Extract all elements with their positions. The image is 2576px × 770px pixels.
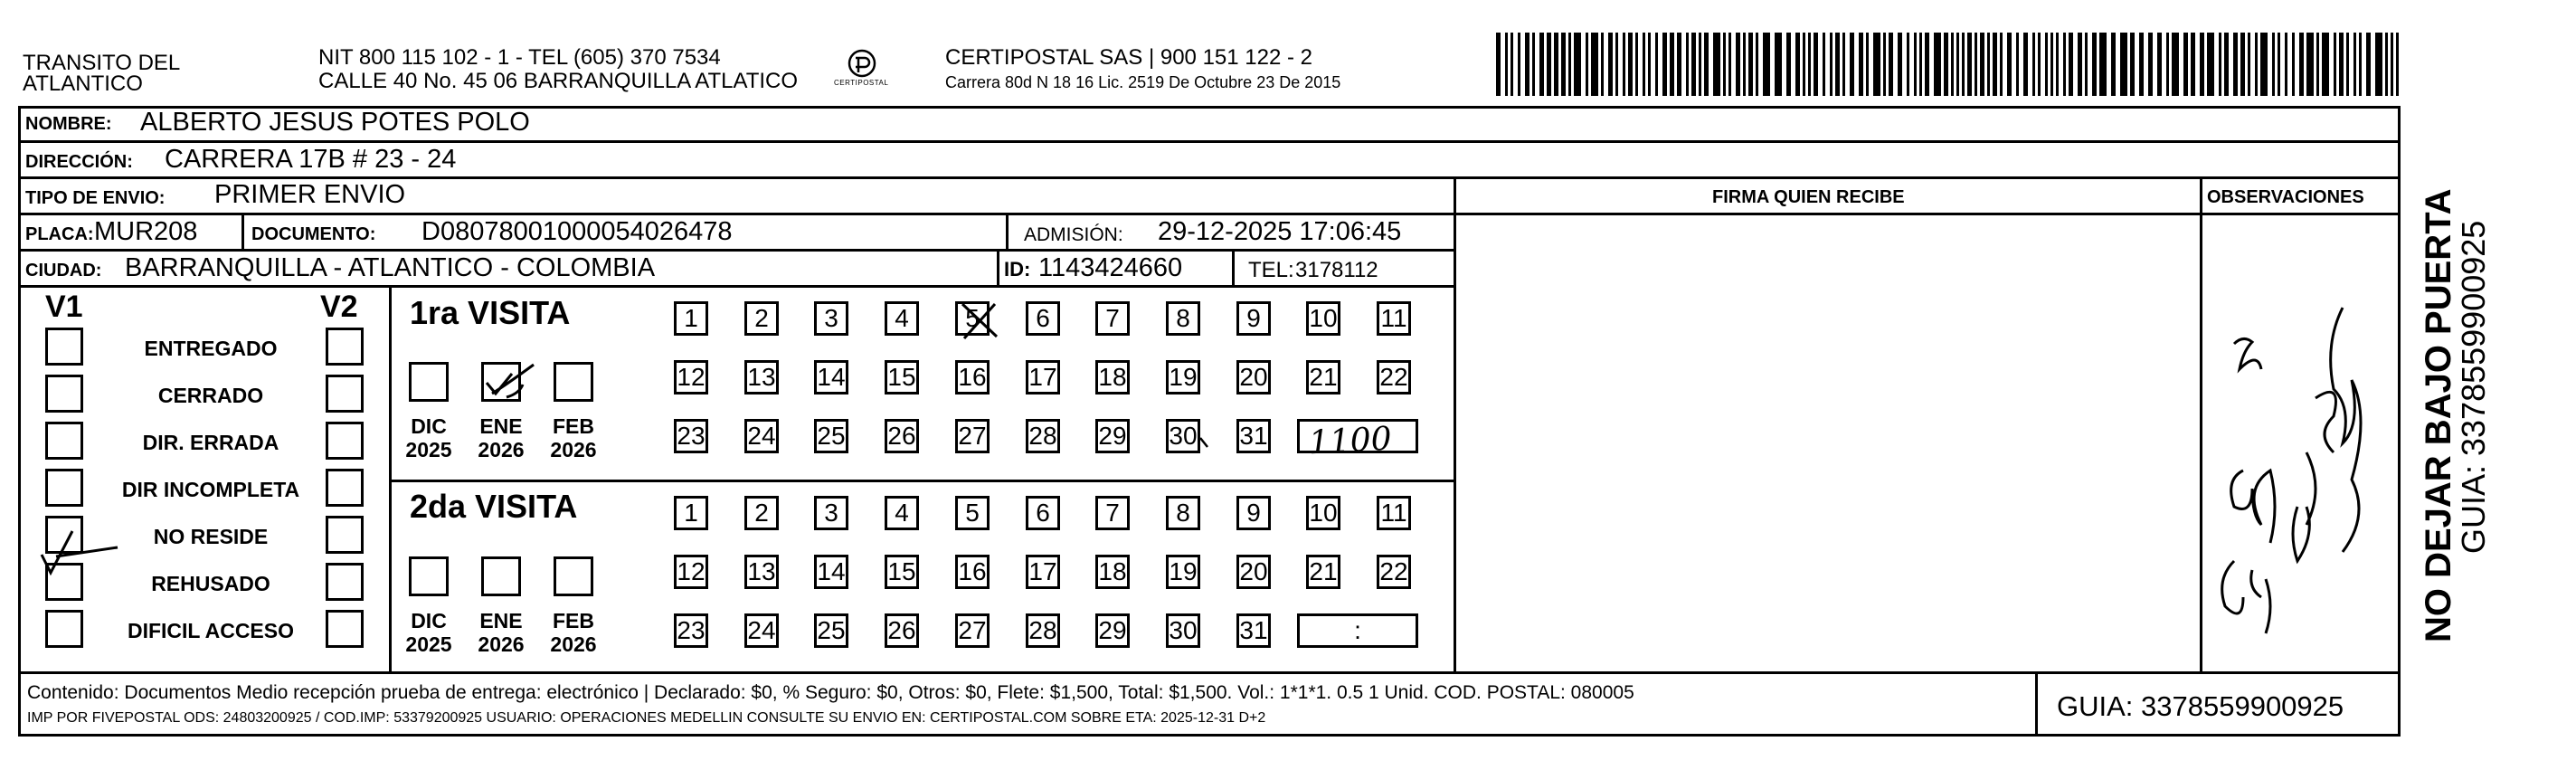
barcode-bar bbox=[2200, 33, 2204, 96]
day-box[interactable]: 9 bbox=[1236, 301, 1271, 336]
barcode-bar bbox=[2032, 33, 2035, 96]
day-box[interactable]: 15 bbox=[885, 555, 919, 589]
barcode-bar bbox=[2063, 33, 2066, 96]
barcode-bar bbox=[2260, 33, 2268, 96]
ciudad-value: BARRANQUILLA - ATLANTICO - COLOMBIA bbox=[125, 253, 656, 282]
barcode-bar bbox=[2207, 33, 2214, 96]
month-label: DIC 2025 bbox=[405, 609, 452, 657]
rule bbox=[2035, 671, 2038, 737]
day-box[interactable]: 26 bbox=[885, 419, 919, 453]
day-box[interactable]: 4 bbox=[885, 301, 919, 336]
day-box[interactable]: 1 bbox=[674, 496, 708, 530]
barcode-bar bbox=[1898, 33, 1902, 96]
month-label: ENE 2026 bbox=[478, 609, 525, 657]
rule bbox=[2398, 106, 2401, 214]
barcode-bar bbox=[1525, 33, 1530, 96]
barcode-bar bbox=[1691, 33, 1696, 96]
day-box[interactable]: 18 bbox=[1095, 360, 1130, 395]
barcode-bar bbox=[1756, 33, 1758, 96]
rule bbox=[18, 671, 2401, 674]
barcode-bar bbox=[1823, 33, 1825, 96]
barcode-bar bbox=[2278, 33, 2280, 96]
barcode-bar bbox=[2166, 33, 2169, 96]
barcode-bar bbox=[1662, 33, 1667, 96]
barcode-bar bbox=[2120, 33, 2127, 96]
barcode-bar bbox=[1993, 33, 1997, 96]
barcode-bar bbox=[1686, 33, 1689, 96]
barcode-bar bbox=[1925, 33, 1929, 96]
v2-checkbox[interactable] bbox=[326, 422, 364, 460]
month-checkbox[interactable] bbox=[554, 556, 593, 596]
tel-label: TEL: bbox=[1248, 258, 1294, 282]
rule bbox=[18, 249, 1456, 252]
barcode-bar bbox=[1670, 33, 1674, 96]
day-box[interactable]: 12 bbox=[674, 555, 708, 589]
admision-label: ADMISIÓN: bbox=[1024, 224, 1123, 245]
day-box[interactable]: 27 bbox=[955, 613, 990, 648]
barcode-bar bbox=[1532, 33, 1535, 96]
month-checkbox[interactable] bbox=[409, 362, 449, 402]
barcode-bar bbox=[2285, 33, 2287, 96]
issuer-name-line2: ATLANTICO bbox=[23, 71, 143, 96]
rule bbox=[18, 140, 2401, 143]
barcode-bar bbox=[2191, 33, 2195, 96]
barcode-bar bbox=[1980, 33, 1984, 96]
barcode-bar bbox=[1723, 33, 1726, 96]
barcode-bar bbox=[1889, 33, 1893, 96]
barcode-bar bbox=[1586, 33, 1588, 96]
barcode-bar bbox=[2023, 33, 2028, 96]
barcode-bar bbox=[1539, 33, 1544, 96]
day-box[interactable]: 27 bbox=[955, 419, 990, 453]
barcode-bar bbox=[1704, 33, 1709, 96]
barcode-bar bbox=[2272, 33, 2275, 96]
rule bbox=[389, 285, 392, 673]
barcode-bar bbox=[2322, 33, 2329, 96]
status-label: ENTREGADO bbox=[144, 337, 278, 360]
barcode-bar bbox=[1975, 33, 1977, 96]
day-box[interactable]: 28 bbox=[1026, 419, 1060, 453]
barcode-bar bbox=[1786, 33, 1791, 96]
visita2-title: 2da VISITA bbox=[410, 488, 578, 525]
barcode-bar bbox=[2092, 33, 2097, 96]
barcode-bar bbox=[2000, 33, 2003, 96]
month-label: DIC 2025 bbox=[405, 414, 452, 462]
day-box[interactable]: 13 bbox=[744, 555, 779, 589]
barcode-bar bbox=[2375, 33, 2382, 96]
rule bbox=[1454, 176, 1456, 673]
barcode-bar bbox=[1635, 33, 1638, 96]
barcode-bar bbox=[2240, 33, 2245, 96]
id-label: ID: bbox=[1004, 258, 1031, 280]
status-label: CERRADO bbox=[157, 384, 264, 407]
barcode-bar bbox=[2391, 33, 2393, 96]
tel-value: 3178112 bbox=[1295, 258, 1378, 282]
day-box[interactable]: 5 bbox=[955, 496, 990, 530]
barcode-bar bbox=[1951, 33, 1954, 96]
barcode-bar bbox=[1736, 33, 1740, 96]
courier-name: CERTIPOSTAL SAS | 900 151 122 - 2 bbox=[945, 45, 1312, 70]
documento-value: D08078001000054026478 bbox=[421, 217, 733, 246]
barcode-bar bbox=[2334, 33, 2336, 96]
issuer-nit-phone: NIT 800 115 102 - 1 - TEL (605) 370 7534 bbox=[318, 45, 721, 70]
barcode-bar bbox=[1907, 33, 1909, 96]
direccion-value: CARRERA 17B # 23 - 24 bbox=[165, 145, 457, 174]
time-box[interactable]: : bbox=[1297, 613, 1418, 648]
barcode-bar bbox=[2299, 33, 2304, 96]
barcode-bar bbox=[2396, 33, 2399, 96]
barcode-bar bbox=[2316, 33, 2319, 96]
barcode-bar bbox=[2085, 33, 2088, 96]
barcode-bar bbox=[2016, 33, 2019, 96]
day-box[interactable]: 20 bbox=[1236, 555, 1271, 589]
side-guia-text: GUIA: 3378559900925 bbox=[2455, 220, 2492, 554]
barcode-bar bbox=[1496, 33, 1501, 96]
barcode-bar bbox=[2099, 33, 2107, 96]
status-label: DIFICIL ACCESO bbox=[127, 619, 294, 642]
placa-label: PLACA: bbox=[25, 224, 94, 244]
day-box[interactable]: 10 bbox=[1306, 301, 1340, 336]
v1-checkbox[interactable] bbox=[45, 328, 83, 366]
barcode-bar bbox=[1608, 33, 1613, 96]
v2-checkbox[interactable] bbox=[326, 610, 364, 648]
day-box[interactable]: 8 bbox=[1166, 496, 1200, 530]
day-box[interactable]: 29 bbox=[1095, 419, 1130, 453]
ene-checkmark bbox=[479, 357, 543, 412]
day-box[interactable]: 18 bbox=[1095, 555, 1130, 589]
day-box[interactable]: 6 bbox=[1026, 301, 1060, 336]
barcode-bar bbox=[1643, 33, 1645, 96]
id-value: 1143424660 bbox=[1038, 253, 1183, 282]
barcode-bar bbox=[1842, 33, 1845, 96]
barcode-bar bbox=[1568, 33, 1571, 96]
barcode-bar bbox=[1561, 33, 1566, 96]
barcode-bar bbox=[2339, 33, 2344, 96]
barcode-bar bbox=[1591, 33, 1598, 96]
v1-checkbox[interactable] bbox=[45, 469, 83, 507]
barcode-bar bbox=[1763, 33, 1770, 96]
status-label: DIR. ERRADA bbox=[142, 431, 279, 454]
day-box[interactable]: 5 bbox=[955, 301, 990, 336]
month-checkbox[interactable] bbox=[554, 362, 593, 402]
barcode-bar bbox=[2172, 33, 2179, 96]
v1-checkbox[interactable] bbox=[45, 610, 83, 648]
barcode-bar bbox=[2045, 33, 2048, 96]
barcode-bar bbox=[2069, 33, 2073, 96]
day-box[interactable]: 2 bbox=[744, 496, 779, 530]
barcode-bar bbox=[1914, 33, 1917, 96]
day30-tick bbox=[1198, 434, 1217, 452]
barcode-bar bbox=[2248, 33, 2250, 96]
issuer-name-line1: TRANSITO DEL bbox=[23, 51, 181, 75]
barcode-bar bbox=[1601, 33, 1604, 96]
barcode-bar bbox=[1850, 33, 1854, 96]
barcode-bar bbox=[2111, 33, 2116, 96]
day-box[interactable]: 23 bbox=[674, 419, 708, 453]
barcode-bar bbox=[1648, 33, 1651, 96]
rule bbox=[1006, 214, 1009, 251]
day-box[interactable]: 16 bbox=[955, 555, 990, 589]
barcode-bar bbox=[2233, 33, 2238, 96]
barcode-bar bbox=[1574, 33, 1581, 96]
barcode-bar bbox=[2346, 33, 2349, 96]
nombre-value: ALBERTO JESUS POTES POLO bbox=[140, 108, 530, 137]
day-box[interactable]: 28 bbox=[1026, 613, 1060, 648]
day-box[interactable]: 19 bbox=[1166, 360, 1200, 395]
day-box[interactable]: 3 bbox=[814, 496, 848, 530]
day-box[interactable]: 24 bbox=[744, 419, 779, 453]
day-box[interactable]: 23 bbox=[674, 613, 708, 648]
day-box[interactable]: 26 bbox=[885, 613, 919, 648]
nombre-label: NOMBRE: bbox=[25, 114, 112, 134]
barcode-bar bbox=[2139, 33, 2144, 96]
status-label: DIR INCOMPLETA bbox=[121, 478, 300, 501]
rule bbox=[18, 285, 1456, 288]
barcode-bar bbox=[2078, 33, 2082, 96]
status-label: NO RESIDE bbox=[153, 525, 269, 548]
barcode-bar bbox=[1866, 33, 1869, 96]
v2-checkbox[interactable] bbox=[326, 375, 364, 413]
barcode-bar bbox=[1967, 33, 1972, 96]
day-box[interactable]: 25 bbox=[814, 419, 848, 453]
footer-guia: GUIA: 3378559900925 bbox=[2057, 690, 2344, 722]
day-box[interactable]: 16 bbox=[955, 360, 990, 395]
courier-address: Carrera 80d N 18 16 Lic. 2519 De Octubre 23 De 2015 bbox=[945, 73, 1341, 91]
barcode-bar bbox=[1743, 33, 1746, 96]
barcode-bar bbox=[1835, 33, 1840, 96]
v2-checkbox[interactable] bbox=[326, 516, 364, 554]
month-checkbox[interactable] bbox=[409, 556, 449, 596]
day-box[interactable]: 31 bbox=[1236, 613, 1271, 648]
day5-cross bbox=[957, 299, 1002, 344]
month-label: FEB 2026 bbox=[550, 414, 597, 462]
day-box[interactable]: 22 bbox=[1377, 360, 1411, 395]
issuer-address: CALLE 40 No. 45 06 BARRANQUILLA ATLATICO bbox=[318, 69, 799, 93]
barcode-bar bbox=[2038, 33, 2041, 96]
barcode-bar bbox=[2353, 33, 2356, 96]
observaciones-header: OBSERVACIONES bbox=[2207, 187, 2364, 207]
v2-checkbox[interactable] bbox=[326, 469, 364, 507]
day-box[interactable]: 22 bbox=[1377, 555, 1411, 589]
barcode-bar bbox=[1934, 33, 1941, 96]
v2-checkbox[interactable] bbox=[326, 563, 364, 601]
barcode-bar bbox=[1873, 33, 1880, 96]
barcode-bar bbox=[2366, 33, 2371, 96]
rule bbox=[389, 480, 1456, 482]
barcode-bar bbox=[2306, 33, 2314, 96]
barcode-bar bbox=[2007, 33, 2012, 96]
certipostal-logo bbox=[830, 45, 894, 100]
barcode-bar bbox=[1628, 33, 1633, 96]
barcode-bar bbox=[1623, 33, 1625, 96]
barcode-bar bbox=[1795, 33, 1800, 96]
day-box[interactable]: 11 bbox=[1377, 301, 1411, 336]
barcode-bar bbox=[1748, 33, 1753, 96]
barcode-bar bbox=[1728, 33, 1731, 96]
day-box[interactable]: 6 bbox=[1026, 496, 1060, 530]
footer-contenido: Contenido: Documentos Medio recepción prueba de entrega: electrónico | Declarado: $0, % Seguro: $0, Otros: $0, Flete: $1,500, Total: $1,500. Vol.: 1*1*1. 0.5 1 Unid. COD. POSTAL: 080005 bbox=[27, 682, 1634, 703]
barcode-bar bbox=[1808, 33, 1811, 96]
barcode-bar bbox=[1919, 33, 1922, 96]
barcode-bar bbox=[1944, 33, 1948, 96]
barcode-bar bbox=[1987, 33, 1990, 96]
barcode-bar bbox=[2056, 33, 2059, 96]
day-box[interactable]: 24 bbox=[744, 613, 779, 648]
barcode-bar bbox=[1883, 33, 1886, 96]
admision-value: 29-12-2025 17:06:45 bbox=[1158, 217, 1402, 246]
day-box[interactable]: 3 bbox=[814, 301, 848, 336]
barcode-bar bbox=[2157, 33, 2162, 96]
v2-checkbox[interactable] bbox=[326, 328, 364, 366]
v2-label: V2 bbox=[320, 290, 358, 324]
day-box[interactable]: 9 bbox=[1236, 496, 1271, 530]
barcode-bar bbox=[1511, 33, 1513, 96]
barcode-icon bbox=[1496, 33, 2405, 96]
visita1-time-handwritten: 1100 bbox=[1307, 420, 1393, 462]
barcode-bar bbox=[1956, 33, 1959, 96]
documento-label: DOCUMENTO: bbox=[251, 224, 376, 244]
barcode-bar bbox=[2050, 33, 2053, 96]
day-box[interactable]: 11 bbox=[1377, 496, 1411, 530]
day-box[interactable]: 4 bbox=[885, 496, 919, 530]
barcode-bar bbox=[1962, 33, 1965, 96]
barcode-bar bbox=[1518, 33, 1520, 96]
day-box[interactable]: 17 bbox=[1026, 555, 1060, 589]
v1-checkbox[interactable] bbox=[45, 422, 83, 460]
day-box[interactable]: 20 bbox=[1236, 360, 1271, 395]
day-box[interactable]: 21 bbox=[1306, 555, 1340, 589]
visita1-title: 1ra VISITA bbox=[410, 294, 571, 331]
logo-text: CERTIPOSTAL bbox=[834, 79, 889, 87]
barcode-bar bbox=[1699, 33, 1701, 96]
day-box[interactable]: 7 bbox=[1095, 301, 1130, 336]
logo-icon bbox=[830, 45, 894, 100]
barcode-bar bbox=[1859, 33, 1863, 96]
barcode-bar bbox=[2385, 33, 2388, 96]
day-box[interactable]: 19 bbox=[1166, 555, 1200, 589]
rule bbox=[18, 213, 2401, 215]
day-box[interactable]: 25 bbox=[814, 613, 848, 648]
barcode-bar bbox=[1547, 33, 1551, 96]
barcode-bar bbox=[1677, 33, 1681, 96]
day-box[interactable]: 17 bbox=[1026, 360, 1060, 395]
barcode-bar bbox=[1655, 33, 1658, 96]
barcode-bar bbox=[1615, 33, 1618, 96]
rule bbox=[18, 176, 2401, 179]
barcode-bar bbox=[2183, 33, 2188, 96]
placa-value: MUR208 bbox=[94, 217, 198, 246]
observaciones-handwriting bbox=[2207, 290, 2388, 670]
month-label: FEB 2026 bbox=[550, 609, 597, 657]
barcode-bar bbox=[2219, 33, 2221, 96]
barcode-bar bbox=[1554, 33, 1558, 96]
footer-impresion: IMP POR FIVEPOSTAL ODS: 24803200925 / COD.IMP: 53379200925 USUARIO: OPERACIONES MEDELLIN CONSULTE SU ENVIO EN: CERTIPOSTAL.COM SOBRE ETA: 2025-12-31 D+2 bbox=[27, 710, 1266, 726]
barcode-bar bbox=[1814, 33, 1818, 96]
month-label: ENE 2026 bbox=[478, 414, 525, 462]
rule bbox=[997, 251, 999, 287]
day-box[interactable]: 1 bbox=[674, 301, 708, 336]
side-warning-text: NO DEJAR BAJO PUERTA bbox=[2419, 188, 2458, 642]
v1-label: V1 bbox=[45, 290, 83, 324]
day-box[interactable]: 2 bbox=[744, 301, 779, 336]
barcode-bar bbox=[1803, 33, 1805, 96]
direccion-label: DIRECCIÓN: bbox=[25, 152, 133, 172]
day-box[interactable]: 10 bbox=[1306, 496, 1340, 530]
barcode-bar bbox=[1830, 33, 1833, 96]
barcode-bar bbox=[1505, 33, 1508, 96]
day-box[interactable]: 14 bbox=[814, 360, 848, 395]
barcode-bar bbox=[2292, 33, 2295, 96]
tipo-envio-value: PRIMER ENVIO bbox=[214, 180, 406, 209]
v1-checkmark bbox=[36, 520, 127, 584]
barcode-bar bbox=[2130, 33, 2135, 96]
day-box[interactable]: 29 bbox=[1095, 613, 1130, 648]
barcode-bar bbox=[1775, 33, 1782, 96]
barcode-bar bbox=[1713, 33, 1720, 96]
status-label: REHUSADO bbox=[151, 572, 270, 595]
ciudad-label: CIUDAD: bbox=[25, 261, 102, 280]
barcode-bar bbox=[2224, 33, 2229, 96]
v1-checkbox[interactable] bbox=[45, 375, 83, 413]
day-box[interactable]: 31 bbox=[1236, 419, 1271, 453]
barcode-bar bbox=[2148, 33, 2153, 96]
tipo-envio-label: TIPO DE ENVIO: bbox=[25, 188, 166, 208]
day-box[interactable]: 12 bbox=[674, 360, 708, 395]
day-box[interactable]: 30 bbox=[1166, 419, 1200, 453]
day-box[interactable]: 8 bbox=[1166, 301, 1200, 336]
day-box[interactable]: 7 bbox=[1095, 496, 1130, 530]
rule bbox=[1232, 251, 1235, 287]
day-box[interactable]: 21 bbox=[1306, 360, 1340, 395]
barcode-bar bbox=[2255, 33, 2258, 96]
day-box[interactable]: 13 bbox=[744, 360, 779, 395]
rule bbox=[2200, 176, 2202, 673]
firma-header: FIRMA QUIEN RECIBE bbox=[1712, 187, 1905, 207]
day-box[interactable]: 14 bbox=[814, 555, 848, 589]
day-box[interactable]: 30 bbox=[1166, 613, 1200, 648]
barcode-bar bbox=[2359, 33, 2362, 96]
month-checkbox[interactable] bbox=[481, 556, 521, 596]
rule bbox=[242, 214, 244, 251]
day-box[interactable]: 15 bbox=[885, 360, 919, 395]
